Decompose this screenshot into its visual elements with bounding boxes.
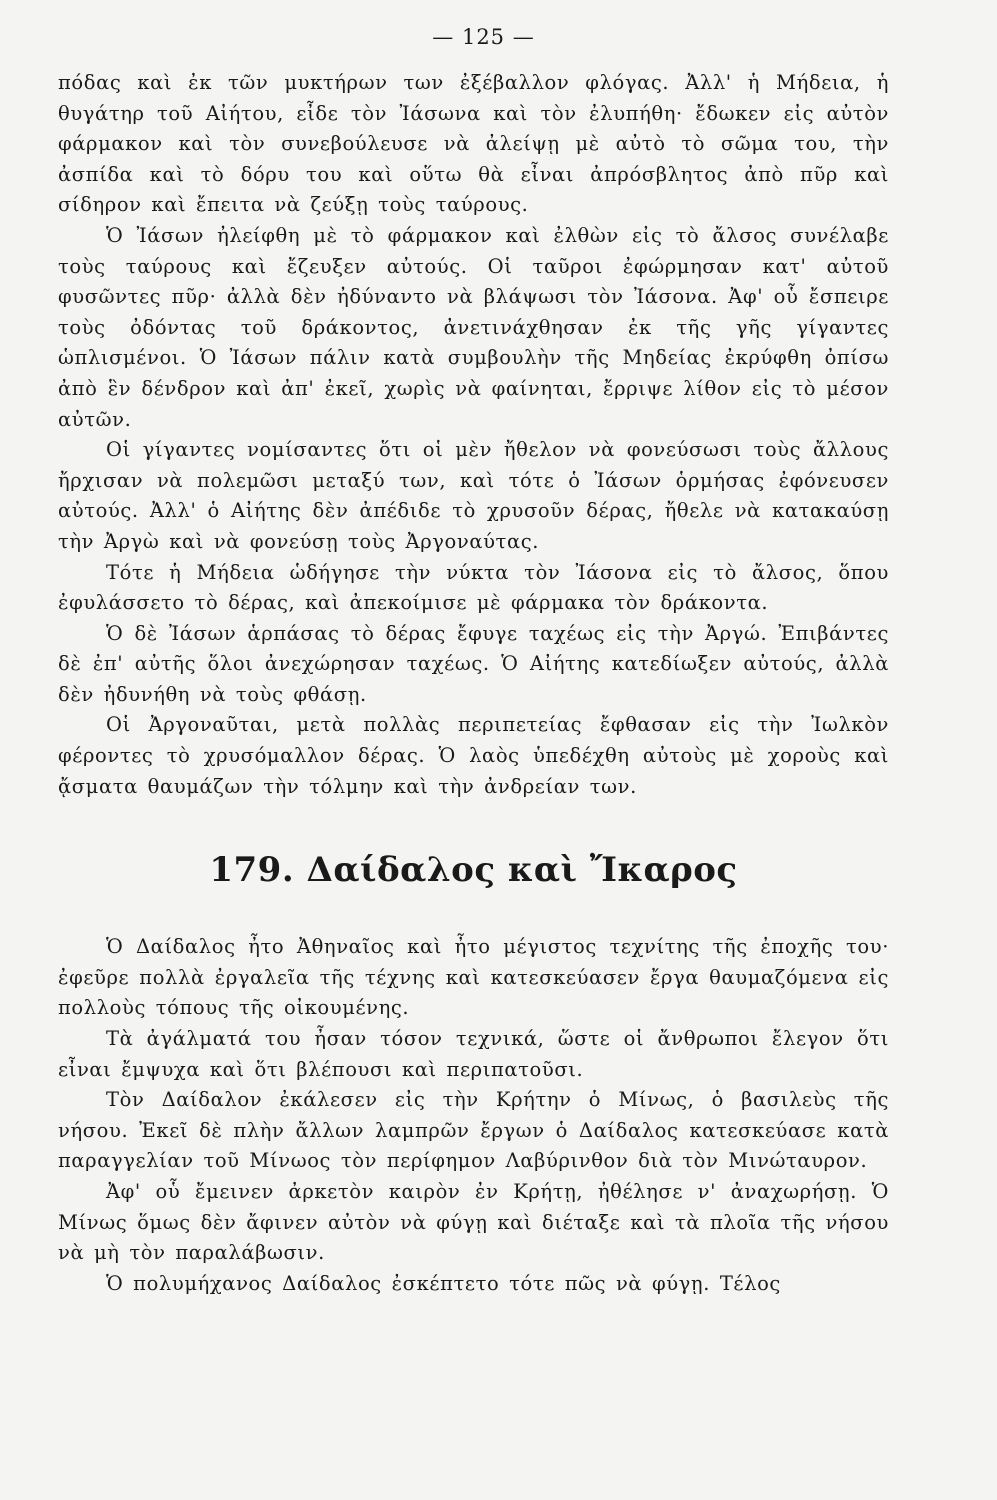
paragraph: Ἀφ' οὗ ἔμεινεν ἀρκετὸν καιρὸν ἐν Κρήτῃ, ἠθέλησε ν' ἀναχωρήσῃ. Ὁ Μίνως ὅμως δὲν ἄφινεν αὐτὸν νὰ φύγῃ καὶ διέταξε καὶ τὰ πλοῖα τῆς νήσου νὰ μὴ τὸν παραλάβωσιν. (58, 1180, 889, 1265)
paragraph: Τὸν Δαίδαλον ἐκάλεσεν εἰς τὴν Κρήτην ὁ Μίνως, ὁ βασιλεὺς τῆς νήσου. Ἐκεῖ δὲ πλὴν ἄλλων λαμπρῶν ἔργων ὁ Δαίδαλος κατεσκεύασε κατὰ παραγγελίαν τοῦ Μίνωος τὸν περίφημον Λαβύρινθον διὰ τὸν Μινώταυρον. (58, 1088, 889, 1173)
paragraph: Οἱ Ἀργοναῦται, μετὰ πολλὰς περιπετείας ἔφθασαν εἰς τὴν Ἰωλκὸν φέροντες τὸ χρυσόμαλλον δέρας. Ὁ λαὸς ὑπεδέχθη αὐτοὺς μὲ χοροὺς καὶ ᾄσματα θαυμάζων τὴν τόλμην καὶ τὴν ἀνδρείαν των. (58, 713, 889, 798)
chapter-heading: 179. Δαίδαλος καὶ Ἴκαρος (209, 850, 738, 891)
section-argonauts (58, 68, 889, 802)
paragraph: Ὁ πολυμήχανος Δαίδαλος ἐσκέπτετο τότε πῶς νὰ φύγῃ. Τέλος (106, 1271, 781, 1295)
paragraph: Οἱ γίγαντες νομίσαντες ὅτι οἱ μὲν ἤθελον νὰ φονεύσωσι τοὺς ἄλλους ἤρχισαν νὰ πολεμῶσι μεταξύ των, καὶ τότε ὁ Ἰάσων ὁρμήσας ἐφόνευσεν αὐτούς. Ἀλλ' ὁ Αἰήτης δὲν ἀπέδιδε τὸ χρυσοῦν δέρας, ἤθελε νὰ κατακαύσῃ τὴν Ἀργὼ καὶ νὰ φονεύσῃ τοὺς Ἀργοναύτας. (58, 438, 889, 553)
section-daedalus (58, 932, 889, 1299)
paragraph: πόδας καὶ ἐκ τῶν μυκτήρων των ἐξέβαλλον φλόγας. Ἀλλ' ἡ Μήδεια, ἡ θυγάτηρ τοῦ Αἰήτου, εἶδε τὸν Ἰάσωνα καὶ τὸν ἐλυπήθη· ἔδωκεν εἰς αὐτὸν φάρμακον καὶ τὸν συνεβούλευσε νὰ ἀλείψῃ μὲ αὐτὸ τὸ σῶμα του, τὴν ἀσπίδα καὶ τὸ δόρυ του καὶ οὕτω θὰ εἶναι ἀπρόσβλητος ἀπὸ πῦρ καὶ σίδηρον καὶ ἔπειτα νὰ ζεύξῃ τοὺς ταύρους. (58, 71, 889, 217)
paragraph: Ὁ Δαίδαλος ἦτο Ἀθηναῖος καὶ ἦτο μέγιστος τεχνίτης τῆς ἐποχῆς του· ἐφεῦρε πολλὰ ἐργαλεῖα τῆς τέχνης καὶ κατεσκεύασεν ἔργα θαυμαζόμενα εἰς πολλοὺς τόπους τῆς οἰκουμένης. (58, 935, 889, 1020)
page-number: — 125 — (432, 25, 535, 49)
paragraph: Ὁ Ἰάσων ἠλείφθη μὲ τὸ φάρμακον καὶ ἐλθὼν εἰς τὸ ἄλσος συνέλαβε τοὺς ταύρους καὶ ἔζευξεν αὐτούς. Οἱ ταῦροι ἐφώρμησαν κατ' αὐτοῦ φυσῶντες πῦρ· ἀλλὰ δὲν ἠδύναντο νὰ βλάψωσι τὸν Ἰάσονα. Ἀφ' οὗ ἔσπειρε τοὺς ὀδόντας τοῦ δράκοντος, ἀνετινάχθησαν ἐκ τῆς γῆς γίγαντες ὡπλισμένοι. Ὁ Ἰάσων πάλιν κατὰ συμβουλὴν τῆς Μηδείας ἐκρύφθη ὀπίσω ἀπὸ ἓν δένδρον καὶ ἀπ' ἐκεῖ, χωρὶς νὰ φαίνηται, ἔρριψε λίθον εἰς τὸ μέσον αὐτῶν. (58, 223, 889, 431)
paragraph: Ὁ δὲ Ἰάσων ἁρπάσας τὸ δέρας ἔφυγε ταχέως εἰς τὴν Ἀργώ. Ἐπιβάντες δὲ ἐπ' αὐτῆς ὅλοι ἀνεχώρησαν ταχέως. Ὁ Αἰήτης κατεδίωξεν αὐτούς, ἀλλὰ δὲν ἠδυνήθη νὰ τοὺς φθάσῃ. (58, 621, 889, 706)
paragraph: Τὰ ἀγάλματά του ἦσαν τόσον τεχνικά, ὥστε οἱ ἄνθρωποι ἔλεγον ὅτι εἶναι ἔμψυχα καὶ ὅτι βλέπουσι καὶ περιπατοῦσι. (58, 1027, 889, 1081)
paragraph: Τότε ἡ Μήδεια ὡδήγησε τὴν νύκτα τὸν Ἰάσονα εἰς τὸ ἄλσος, ὅπου ἐφυλάσσετο τὸ δέρας, καὶ ἀπεκοίμισε μὲ φάρμακα τὸν δράκοντα. (58, 560, 889, 615)
